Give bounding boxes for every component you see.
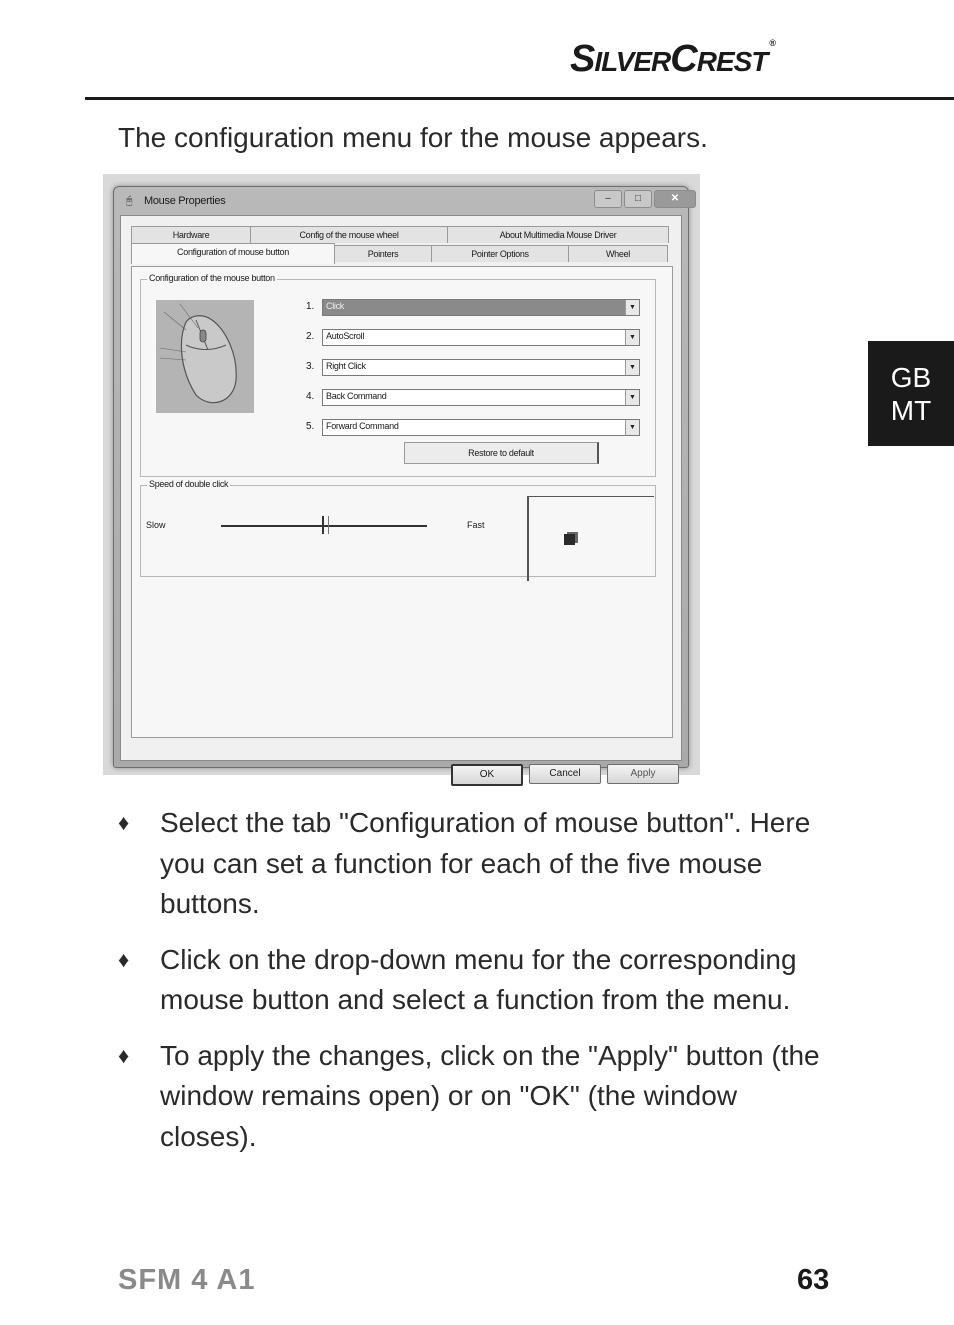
page-number: 63 <box>797 1264 830 1296</box>
dialog-client <box>120 215 682 780</box>
mouse-properties-window <box>113 186 689 780</box>
instruction-list <box>118 803 838 1172</box>
maximize-button[interactable]: □ <box>624 190 652 208</box>
mouse-button-row-1 <box>306 299 641 315</box>
fast-label: Fast <box>467 520 485 530</box>
bullet-diamond-icon: ♦ <box>118 1042 130 1068</box>
language-code-gb: GB <box>890 362 932 393</box>
window-title: Mouse Properties <box>144 195 226 207</box>
bullet-diamond-icon: ♦ <box>118 946 130 972</box>
tab-wheel[interactable]: Wheel <box>568 245 668 262</box>
mouse-button-number: 4. <box>306 391 315 402</box>
mouse-button-5-dropdown[interactable] <box>322 419 640 436</box>
mouse-button-row-2 <box>306 329 641 345</box>
dropdown-value: AutoScroll <box>326 331 365 341</box>
header-divider <box>85 97 954 100</box>
mouse-button-row-5 <box>306 419 641 435</box>
slow-label: Slow <box>146 520 166 530</box>
chevron-down-icon[interactable]: ▼ <box>625 360 639 375</box>
mouse-diagram <box>156 300 254 413</box>
dialog-screenshot <box>103 174 700 780</box>
minimize-button[interactable]: – <box>594 190 622 208</box>
mouse-button-number: 2. <box>306 331 315 342</box>
mouse-button-number: 1. <box>306 301 315 312</box>
test-box-icon <box>564 534 575 545</box>
double-click-speed-group <box>140 479 656 577</box>
dropdown-value: Click <box>326 301 344 311</box>
mouse-app-icon: 🖰 <box>126 195 133 207</box>
cancel-button[interactable]: Cancel <box>529 764 601 784</box>
instruction-text: To apply the changes, click on the "Apply" button (the window remains open) or on "OK" (the window closes). <box>160 1039 820 1152</box>
language-code-mt: MT <box>890 395 932 426</box>
button-config-group <box>140 273 656 477</box>
mouse-button-3-dropdown[interactable] <box>322 359 640 376</box>
close-button[interactable]: ✕ <box>654 190 696 208</box>
tab-configuration-mouse-button[interactable]: Configuration of mouse button <box>131 243 335 264</box>
instruction-item <box>118 940 838 1021</box>
dropdown-value: Right Click <box>326 361 366 371</box>
tab-pointer-options[interactable]: Pointer Options <box>431 245 569 262</box>
chevron-down-icon[interactable]: ▼ <box>625 390 639 405</box>
mouse-button-row-3 <box>306 359 641 375</box>
instruction-item <box>118 803 838 925</box>
chevron-down-icon[interactable]: ▼ <box>625 300 639 315</box>
tab-pointers[interactable]: Pointers <box>334 245 432 262</box>
double-click-test-area[interactable] <box>527 496 654 581</box>
double-click-speed-label: Speed of double click <box>149 479 229 489</box>
restore-default-button[interactable]: Restore to default <box>404 442 599 464</box>
tab-about-driver[interactable]: About Multimedia Mouse Driver <box>447 226 669 243</box>
tab-strip <box>131 226 669 266</box>
brand-logo: SILVERCREST® <box>570 38 776 80</box>
intro-text: The configuration menu for the mouse appears. <box>118 122 708 153</box>
mouse-button-1-dropdown[interactable] <box>322 299 640 316</box>
bullet-diamond-icon: ♦ <box>118 810 130 835</box>
mouse-button-number: 3. <box>306 361 315 372</box>
language-tab <box>868 341 954 446</box>
tab-config-wheel[interactable]: Config of the mouse wheel <box>250 226 448 243</box>
mouse-button-number: 5. <box>306 421 315 432</box>
tab-panel <box>131 266 673 738</box>
window-controls <box>594 190 696 208</box>
ok-button[interactable]: OK <box>451 764 523 786</box>
instruction-item <box>118 1036 838 1158</box>
dropdown-value: Forward Command <box>326 421 399 431</box>
slider-thumb[interactable] <box>322 516 329 534</box>
instruction-text: Click on the drop-down menu for the corresponding mouse button and select a function from the menu. <box>160 943 797 1015</box>
chevron-down-icon[interactable]: ▼ <box>625 330 639 345</box>
button-config-group-label: Configuration of the mouse button <box>149 273 275 283</box>
mouse-button-row-4 <box>306 389 641 405</box>
tab-hardware[interactable]: Hardware <box>131 226 251 243</box>
dropdown-value: Back Command <box>326 391 387 401</box>
model-number: SFM 4 A1 <box>118 1264 256 1296</box>
mouse-button-2-dropdown[interactable] <box>322 329 640 346</box>
instruction-text: Select the tab "Configuration of mouse button". Here you can set a function for each of the five mouse buttons. <box>160 807 811 919</box>
mouse-button-4-dropdown[interactable] <box>322 389 640 406</box>
chevron-down-icon[interactable]: ▼ <box>625 420 639 435</box>
apply-button[interactable]: Apply <box>607 764 679 784</box>
